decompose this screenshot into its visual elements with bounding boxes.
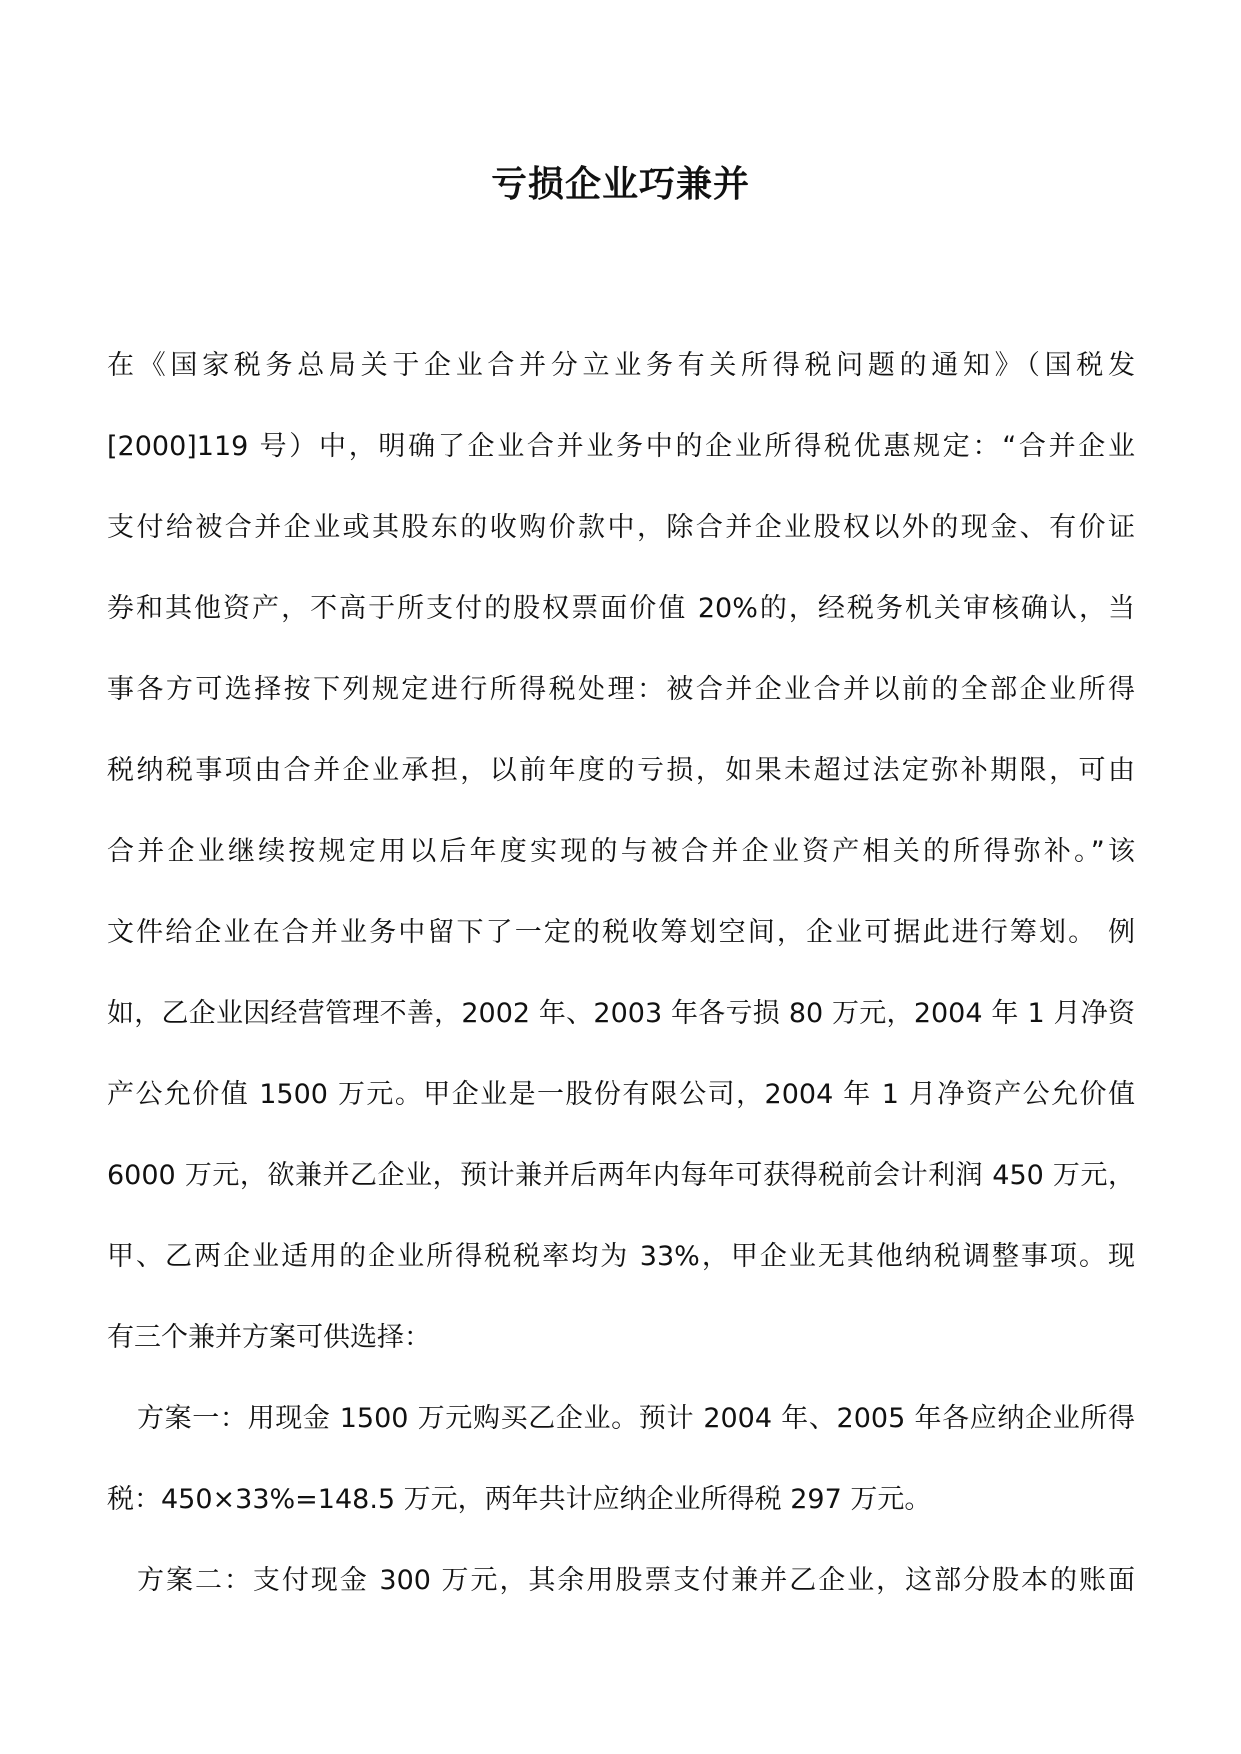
body-line: 支付给被合并企业或其股东的收购价款中，除合并企业股权以外的现金、有价证 — [107, 512, 1135, 543]
body-line: 在《国家税务总局关于企业合并分立业务有关所得税问题的通知》（国税发 — [107, 350, 1135, 381]
body-line: 方案二：支付现金 300 万元，其余用股票支付兼并乙企业，这部分股本的账面 — [137, 1565, 1135, 1596]
body-line: 方案一：用现金 1500 万元购买乙企业。预计 2004 年、2005 年各应纳企业所得 — [137, 1403, 1135, 1434]
body-line: 甲、乙两企业适用的企业所得税税率均为 33%，甲企业无其他纳税调整事项。现 — [107, 1241, 1135, 1272]
body-line: 产公允价值 1500 万元。甲企业是一股份有限公司，2004 年 1 月净资产公允价值 — [107, 1079, 1135, 1110]
body-line: 事各方可选择按下列规定进行所得税处理：被合并企业合并以前的全部企业所得 — [107, 674, 1135, 705]
body-line: 如，乙企业因经营管理不善，2002 年、2003 年各亏损 80 万元，2004 年 1 月净资 — [107, 998, 1135, 1029]
body-line: 税：450×33%=148.5 万元，两年共计应纳企业所得税 297 万元。 — [107, 1484, 932, 1515]
document-body — [107, 340, 1135, 1636]
body-line: 税纳税事项由合并企业承担，以前年度的亏损，如果未超过法定弥补期限，可由 — [107, 755, 1135, 786]
body-line: 6000 万元，欲兼并乙企业，预计兼并后两年内每年可获得税前会计利润 450 万元， — [107, 1160, 1135, 1191]
body-line: [2000]119 号）中，明确了企业合并业务中的企业所得税优惠规定：“合并企业 — [107, 431, 1135, 462]
document-title: 亏损企业巧兼并 — [490, 163, 750, 205]
body-line: 有三个兼并方案可供选择： — [107, 1322, 431, 1353]
body-line: 券和其他资产，不高于所支付的股权票面价值 20%的，经税务机关审核确认，当 — [107, 593, 1135, 624]
body-line: 合并企业继续按规定用以后年度实现的与被合并企业资产相关的所得弥补。”该 — [107, 836, 1135, 867]
body-line: 文件给企业在合并业务中留下了一定的税收筹划空间，企业可据此进行筹划。 例 — [107, 917, 1135, 948]
